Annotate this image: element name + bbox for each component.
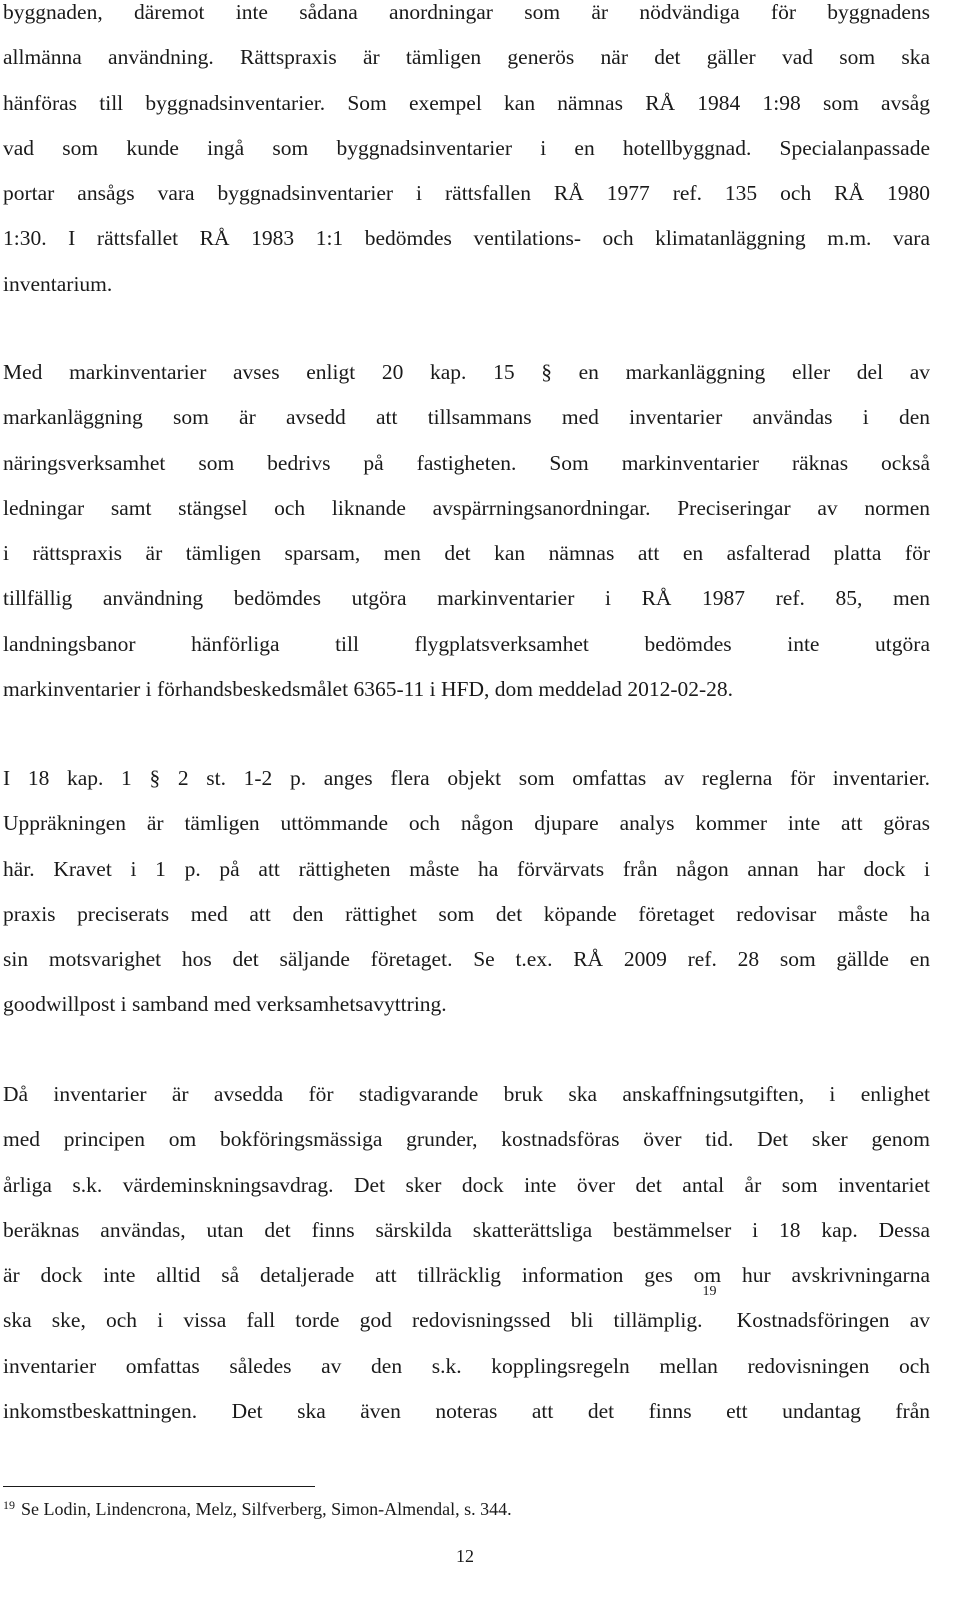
text-line: Då inventarier är avsedda för stadigvarande bruk ska anskaffningsutgiften, i enlighet <box>3 1082 930 1106</box>
footnote-reference[interactable]: 19 <box>702 1284 717 1300</box>
text-line: hänföras till byggnadsinventarier. Som exempel kan nämnas RÅ 1984 1:98 som avsåg <box>3 90 930 115</box>
text-line: landningsbanor hänförliga till flygplatsverksamhet bedömdes inte utgöra <box>3 631 930 656</box>
text-line: i rättspraxis är tämligen sparsam, men det kan nämnas att en asfalterad platta för <box>3 541 930 566</box>
text-line: byggnaden, däremot inte sådana anordningar som är nödvändiga för byggnadens <box>3 0 930 24</box>
paragraph-land-inventory <box>3 350 930 712</box>
text-line: är dock inte alltid så detaljerade att tillräcklig information ges om hur avskrivningarna <box>3 1263 930 1288</box>
paragraph-building-inventory <box>3 0 930 307</box>
text-line: 1:30. I rättsfallet RÅ 1983 1:1 bedömdes ventilations- och klimatanläggning m.m. vara <box>3 226 930 251</box>
footnote-number: 19 <box>3 1498 15 1512</box>
text-line: Uppräkningen är tämligen uttömmande och någon djupare analys kommer inte att göras <box>3 811 930 836</box>
text-line: med principen om bokföringsmässiga grunder, kostnadsföras över tid. Det sker genom <box>3 1127 930 1152</box>
text-line: markinventarier i förhandsbeskedsmålet 6365-11 i HFD, dom meddelad 2012-02-28. <box>3 677 734 702</box>
text-line: årliga s.k. värdeminskningsavdrag. Det sker dock inte över det antal år som inventariet <box>3 1172 930 1197</box>
text-line-with-footnote-ref <box>3 1284 930 1343</box>
text-line: allmänna användning. Rättspraxis är tämligen generös när det gäller vad som ska <box>3 45 930 70</box>
text-line: portar ansågs vara byggnadsinventarier i rättsfallen RÅ 1977 ref. 135 och RÅ 1980 <box>3 181 930 206</box>
text-line: tillfällig användning bedömdes utgöra markinventarier i RÅ 1987 ref. 85, men <box>3 586 930 611</box>
text-line: I 18 kap. 1 § 2 st. 1-2 p. anges flera objekt som omfattas av reglerna för inventarier. <box>3 766 930 790</box>
text-line: näringsverksamhet som bedrivs på fastigheten. Som markinventarier räknas också <box>3 450 930 475</box>
text-line: inventarier omfattas således av den s.k. kopplingsregeln mellan redovisningen och <box>3 1353 930 1378</box>
text-line: sin motsvarighet hos det säljande företaget. Se t.ex. RÅ 2009 ref. 28 som gällde en <box>3 947 930 972</box>
text-line: inkomstbeskattningen. Det ska även noteras att det finns ett undantag från <box>3 1399 930 1424</box>
text-line: beräknas användas, utan det finns särskilda skatterättsliga bestämmelser i 18 kap. Dessa <box>3 1217 930 1242</box>
text-line: goodwillpost i samband med verksamhetsavyttring. <box>3 992 447 1017</box>
text-line: markanläggning som är avsedd att tillsammans med inventarier användas i den <box>3 405 930 430</box>
text-segment: Kostnadsföringen av <box>716 1308 930 1333</box>
text-line: här. Kravet i 1 p. på att rättigheten måste ha förvärvats från någon annan har dock i <box>3 856 930 881</box>
text-line: inventarium. <box>3 271 113 296</box>
text-line: praxis preciserats med att den rättighet som det köpande företaget redovisar måste ha <box>3 901 930 926</box>
footnote-separator <box>3 1486 315 1487</box>
text-line: ledningar samt stängsel och liknande avspärrningsanordningar. Preciseringar av normen <box>3 495 930 520</box>
footnote <box>3 1496 930 1522</box>
footnote-text: Se Lodin, Lindencrona, Melz, Silfverberg, Simon-Almendal, s. 344. <box>21 1499 512 1519</box>
page-number: 12 <box>456 1546 474 1566</box>
text-line: Med markinventarier avses enligt 20 kap. 15 § en markanläggning eller del av <box>3 360 930 384</box>
paragraph-depreciation <box>3 1072 930 1434</box>
text-segment: ska ske, och i vissa fall torde god redovisningssed bli tillämplig. <box>3 1308 703 1333</box>
paragraph-chapter-18-objects <box>3 756 930 1028</box>
text-line: vad som kunde ingå som byggnadsinventarier i en hotellbyggnad. Specialanpassade <box>3 135 930 160</box>
